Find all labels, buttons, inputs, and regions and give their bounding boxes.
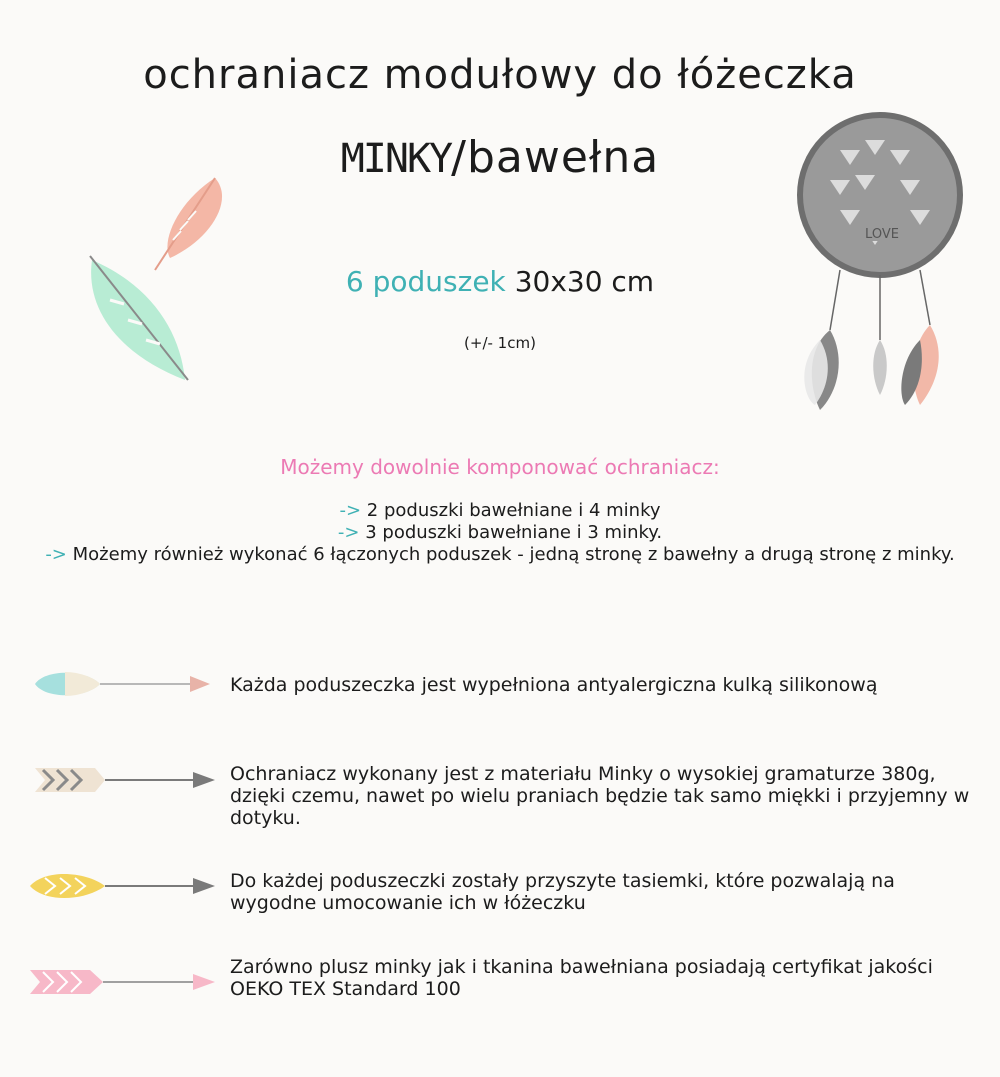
teal-arrow-icon	[25, 664, 225, 704]
size-info	[0, 265, 1000, 298]
compose-heading: Możemy dowolnie komponować ochraniacz:	[280, 455, 720, 479]
option-item	[0, 544, 1000, 566]
striped-arrow-icon	[25, 760, 225, 800]
feature-text: Do każdej poduszeczki zostały przyszyte tasiemki, które pozwalają na wygodne umocowanie ich w łóżeczku	[230, 870, 895, 914]
feature-text: Zarówno plusz minky jak i tkanina bawełniana posiadają certyfikat jakości OEKO TEX Standard 100	[230, 956, 933, 1000]
pillow-dimensions: 30x30 cm	[514, 265, 655, 298]
option-text: 3 poduszki bawełniane i 3 minky.	[365, 522, 663, 543]
page-title: ochraniacz modułowy do łóżeczka	[143, 52, 857, 98]
compose-options	[0, 500, 1000, 566]
feature-text: Każda poduszeczka jest wypełniona antyalergiczna kulką silikonową	[230, 674, 878, 696]
option-arrow: ->	[45, 544, 67, 565]
page-subtitle	[0, 132, 1000, 183]
option-arrow: ->	[339, 500, 362, 521]
option-item	[0, 522, 1000, 544]
option-text: 2 poduszki bawełniane i 4 minky	[366, 500, 661, 521]
pillow-count: 6 poduszek	[345, 265, 506, 298]
option-item	[0, 500, 1000, 522]
pink-arrow-icon	[25, 962, 225, 1002]
size-tolerance: (+/- 1cm)	[464, 334, 536, 352]
subtitle-minky: MINKY	[340, 136, 452, 182]
subtitle-cotton: /bawełna	[451, 132, 660, 183]
feature-text: Ochraniacz wykonany jest z materiału Minky o wysokiej gramaturze 380g, dzięki czemu, nawet po wielu praniach będzie tak samo miękki i przyjemny w dotyku.	[230, 763, 970, 829]
dreamcatcher-love-text: LOVE	[865, 227, 899, 242]
option-arrow: ->	[337, 522, 360, 543]
yellow-arrow-icon	[25, 866, 225, 906]
option-text: Możemy również wykonać 6 łączonych poduszek - jedną stronę z bawełny a drugą stronę z minky.	[72, 544, 955, 565]
peach-feather-icon	[155, 178, 222, 270]
